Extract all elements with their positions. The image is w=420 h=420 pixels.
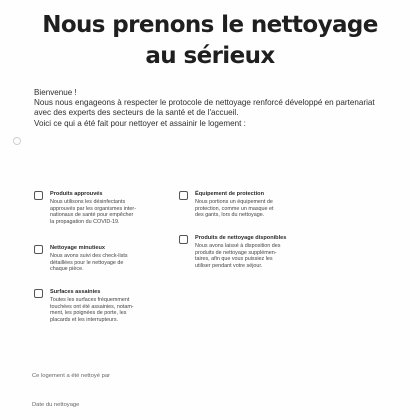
- item-desc-line: des gants, lors du nettoyage.: [195, 212, 265, 219]
- item-desc-line: Toutes les surfaces fréquemment: [50, 297, 130, 303]
- item-title: Produits de nettoyage disponibles: [195, 235, 287, 241]
- checkbox-surfaces-assainies[interactable]: [34, 289, 43, 298]
- cleaning-date-field[interactable]: Date du nettoyage: [32, 402, 80, 408]
- page-title: [0, 10, 420, 72]
- greeting: Bienvenue !: [34, 88, 77, 97]
- item-description: [50, 199, 136, 226]
- item-desc-line: Nous utilisons les désinfectants: [50, 199, 126, 205]
- title-line-1: Nous prenons le nettoyage: [42, 12, 378, 38]
- punch-hole-mark: [13, 137, 21, 145]
- item-description: [195, 243, 280, 270]
- item-desc-line: Nous avons suivi des check-lists: [50, 253, 128, 259]
- item-desc-line: détaillées pour le nettoyage de: [50, 259, 124, 266]
- item-description: [195, 199, 274, 219]
- item-desc-line: taires, afin que vous puissiez les: [195, 256, 273, 263]
- item-desc-line: nationaux de santé pour empêcher: [50, 212, 134, 219]
- intro-line-4: Voici ce qui a été fait pour nettoyer et assainir le logement :: [34, 118, 246, 128]
- item-desc-line: approuvés par les organismes inter-: [50, 205, 136, 212]
- title-line-2: au sérieux: [145, 43, 275, 69]
- item-description: [50, 297, 134, 324]
- item-desc-line: ment, les poignées de porte, les: [50, 310, 127, 317]
- checkbox-nettoyage-minutieux[interactable]: [34, 245, 43, 254]
- intro-line-2: Nous nous engageons à respecter le protocole de nettoyage renforcé développé en partenariat: [34, 98, 375, 108]
- item-desc-line: Nous avons laissé à disposition des: [195, 243, 281, 249]
- item-description: [50, 253, 128, 273]
- item-desc-line: utiliser pendant votre séjour.: [195, 263, 263, 270]
- intro-line-3: avec des experts des secteurs de la santé et de l'accueil.: [34, 108, 239, 118]
- checkbox-equipement-protection[interactable]: [179, 191, 188, 200]
- item-desc-line: touchées ont été assainies, notam-: [50, 303, 134, 310]
- item-desc-line: Nous portions un équipement de: [195, 199, 273, 205]
- checkbox-produits-approuves[interactable]: [34, 191, 43, 200]
- cleaned-by-field[interactable]: Ce logement a été nettoyé par: [32, 373, 110, 379]
- checkbox-produits-disponibles[interactable]: [179, 235, 188, 244]
- item-desc-line: placards et les interrupteurs.: [50, 317, 119, 324]
- item-desc-line: la propagation du COVID-19.: [50, 219, 120, 226]
- item-desc-line: produits de nettoyage supplémen-: [195, 249, 277, 256]
- item-title: Produits approuvés: [50, 191, 103, 197]
- item-title: Équipement de protection: [195, 191, 264, 197]
- item-desc-line: chaque pièce.: [50, 266, 84, 273]
- item-desc-line: protection, comme un masque et: [195, 205, 274, 212]
- intro-paragraph: [34, 88, 404, 129]
- item-title: Nettoyage minutieux: [50, 245, 106, 251]
- item-title: Surfaces assainies: [50, 289, 101, 295]
